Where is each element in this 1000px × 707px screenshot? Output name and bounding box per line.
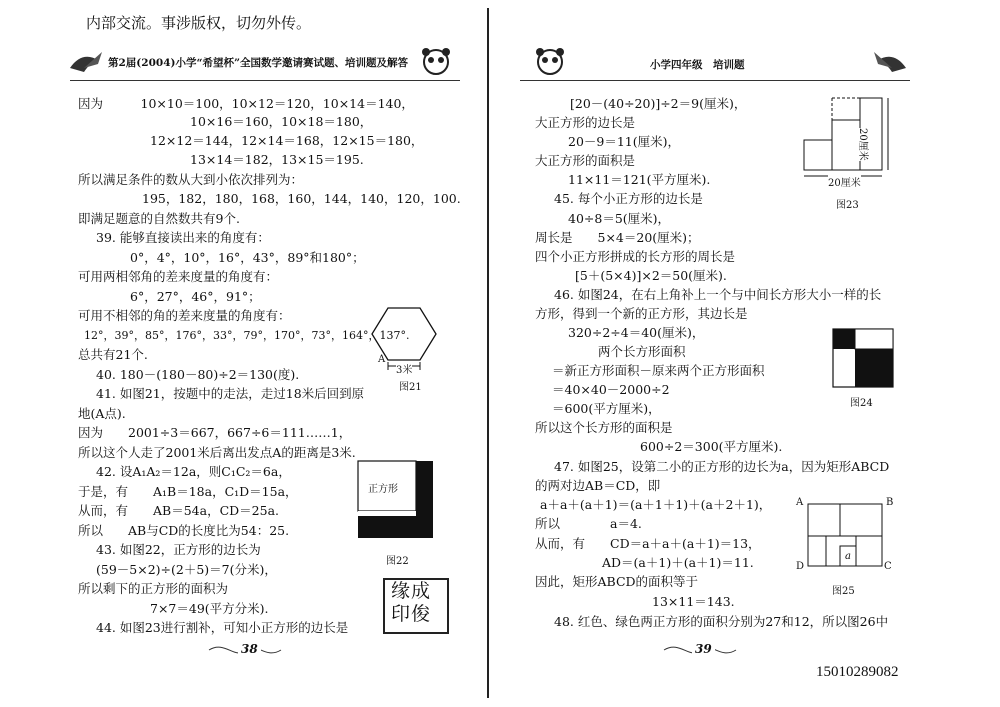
left-line: 可用不相邻的角的差来度量的角度有： (78, 308, 291, 323)
left-header: 第2届(2004)小学“希望杯”全国数学邀请赛试题、培训题及解答 (108, 57, 409, 69)
bird-ornament-right (868, 46, 908, 78)
seal-stamp-line2: 印俊 (391, 603, 432, 625)
figure-25-label-a: A (796, 497, 804, 508)
right-line: 48. 红色、绿色两正方形的面积分别为27和12，所以图26中 (554, 614, 889, 629)
right-line: 46. 如图24，在右上角补上一个与中间长方形大小一样的长 (554, 287, 882, 302)
right-line: 从而，有 CD＝a＋a＋(a＋1)＝13， (535, 536, 761, 551)
left-line: 13×14＝182，13×15＝195. (190, 152, 364, 167)
right-line: ＝新正方形面积－原来两个正方形面积 (552, 363, 765, 378)
right-line: 四个小正方形拼成的长方形的周长是 (535, 249, 736, 264)
right-line: 所以这个长方形的面积是 (535, 420, 673, 435)
page-spine (487, 8, 489, 698)
figure-25-label-c: C (884, 561, 892, 572)
right-line: a＋a＋(a＋1)＝(a＋1＋1)＋(a＋2＋1)， (540, 497, 772, 512)
left-line: 因为 10×10＝100，10×12＝120，10×14＝140， (78, 96, 414, 111)
left-line: 7×7＝49(平方分米). (150, 601, 269, 616)
right-line: 40÷8＝5(厘米)， (568, 211, 671, 226)
left-line: 所以这个人走了2001米后离出发点A的距离是3米. (78, 445, 356, 460)
left-line: 12×12＝144，12×14＝168，12×15＝180， (150, 133, 424, 148)
right-line: [5＋(5×4)]×2＝50(厘米). (575, 268, 727, 283)
right-line: [20－(40÷20)]÷2＝9(厘米)， (570, 96, 747, 111)
figure-22 (357, 460, 435, 540)
phone-number: 15010289082 (816, 664, 899, 680)
left-line: 地(A点). (78, 406, 126, 421)
left-line: 因为 2001÷3＝667，667÷6＝111……1， (78, 425, 352, 440)
left-line: 10×16＝160，10×18＝180， (190, 114, 373, 129)
seal-stamp (383, 578, 449, 634)
right-line: 45. 每个小正方形的边长是 (554, 191, 703, 206)
left-line: 42. 设A₁A₂＝12a，则C₁C₂＝6a， (96, 464, 291, 479)
right-line: AD＝(a＋1)＋(a＋1)＝11. (602, 555, 754, 570)
right-line: 大正方形的面积是 (535, 153, 636, 168)
left-line: 即满足题意的自然数共有9个. (78, 211, 240, 226)
figure-24-caption: 图24 (850, 398, 873, 409)
figure-25-label-inner: a (845, 551, 851, 562)
panda-ornament-left (420, 46, 452, 76)
left-line: 所以 AB与CD的长度比为54：25. (78, 523, 290, 538)
right-line: 周长是 5×4＝20(厘米)； (535, 230, 700, 245)
page-number-left: 38 (238, 642, 261, 656)
right-line: 的两对边AB＝CD，即 (535, 478, 661, 493)
figure-23-height-label: 20厘米 (857, 128, 872, 161)
right-line: ＝600(平方厘米)， (552, 401, 661, 416)
figure-21-length: 3米 (396, 361, 412, 376)
left-line: 39. 能够直接读出来的角度有： (96, 230, 270, 245)
right-line: 47. 如图25，设第二小的正方形的边长为a，因为矩形ABCD (554, 459, 890, 474)
left-line: 所以剩下的正方形的面积为 (78, 581, 229, 596)
left-line: 从而，有 AB＝54a，CD＝25a. (78, 503, 279, 518)
right-line: 13×11＝143. (652, 594, 735, 609)
left-line: 195，182，180，168，160，144，140，120，100. (142, 191, 461, 206)
left-line: 41. 如图21，按题中的走法，走过18米后回到原 (96, 386, 365, 401)
left-line: 可用两相邻角的差来度量的角度有： (78, 269, 279, 284)
left-line: 12°，39°，85°，176°，33°，79°，170°，73°，164°，137°. (84, 329, 410, 342)
right-header: 小学四年级 培训题 (650, 59, 745, 71)
top-note: 内部交流。事涉版权，切勿外传。 (86, 14, 312, 32)
right-line: 方形，得到一个新的正方形，其边长是 (535, 306, 748, 321)
right-header-rule (520, 80, 910, 81)
right-line: 20－9＝11(厘米)， (568, 134, 681, 149)
panda-ornament-right (534, 46, 566, 76)
left-line: 44. 如图23进行割补，可知小正方形的边长是 (96, 620, 349, 635)
right-line: 大正方形的边长是 (535, 115, 636, 130)
figure-22-caption: 图22 (386, 556, 409, 567)
left-line: (59－5×2)÷(2＋5)＝7(分米)， (96, 562, 277, 577)
left-line: 于是，有 A₁B＝18a，C₁D＝15a， (78, 484, 298, 499)
figure-25-label-d: D (796, 561, 805, 572)
left-line: 总共有21个. (78, 347, 148, 362)
right-line: 因此，矩形ABCD的面积等于 (535, 574, 699, 589)
right-line: 所以 a＝4. (535, 516, 642, 531)
right-line: ＝40×40－2000÷2 (552, 382, 670, 397)
right-line: 320÷2÷4＝40(厘米)， (568, 325, 705, 340)
right-line: 600÷2＝300(平方厘米). (640, 439, 783, 454)
left-line: 6°，27°，46°，91°； (130, 289, 261, 304)
figure-23-width-label: 20厘米 (828, 174, 861, 189)
right-line: 两个长方形面积 (598, 344, 686, 359)
left-line: 0°，4°，10°，16°，43°，89°和180°； (130, 250, 365, 265)
right-line: 11×11＝121(平方厘米). (568, 172, 711, 187)
figure-21-label-a: A (378, 354, 386, 365)
page-number-right: 39 (692, 642, 715, 656)
figure-21-caption: 图21 (399, 382, 422, 393)
seal-stamp-line1: 缘成 (391, 580, 432, 602)
figure-22-label: 正方形 (368, 484, 398, 495)
left-line: 43. 如图22，正方形的边长为 (96, 542, 261, 557)
figure-25-label-b: B (886, 497, 894, 508)
bird-ornament-left (68, 46, 108, 78)
left-header-rule (70, 80, 460, 81)
figure-24 (832, 328, 896, 390)
figure-23-caption: 图23 (836, 200, 859, 211)
left-line: 所以满足条件的数从大到小依次排列为： (78, 172, 304, 187)
figure-25-caption: 图25 (832, 586, 855, 597)
left-line: 40. 180－(180－80)÷2＝130(度). (96, 367, 300, 382)
